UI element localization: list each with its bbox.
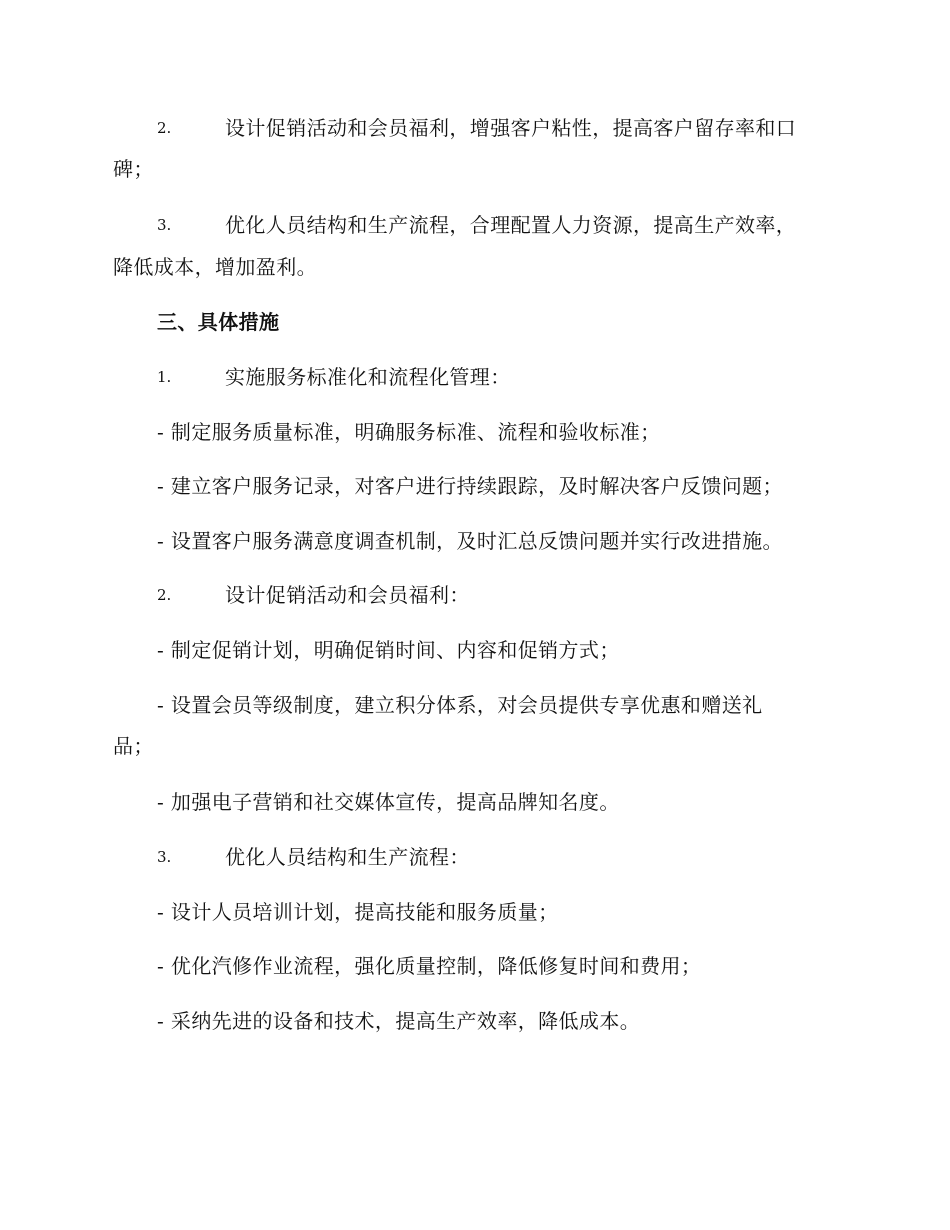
list-item-text: 优化人员结构和生产流程，合理配置人力资源，提高生产效率， [225, 213, 797, 237]
list-number: 3. [157, 848, 172, 866]
list-item-text: 设计促销活动和会员福利，增强客户粘性，提高客户留存率和口 [225, 116, 797, 140]
list-item-text-continued: 降低成本，增加盈利。 [113, 255, 317, 279]
bullet-item: - 采纳先进的设备和技术，提高生产效率，降低成本。 [157, 1009, 641, 1033]
list-number: 2. [157, 119, 172, 137]
bullet-item-continued: 品； [113, 734, 154, 758]
bullet-item: - 优化汽修作业流程，强化质量控制，降低修复时间和费用； [157, 954, 702, 978]
list-number: 1. [157, 368, 172, 386]
bullet-item: - 设置客户服务满意度调查机制，及时汇总反馈问题并实行改进措施。 [157, 529, 783, 553]
measure-title: 优化人员结构和生产流程： [225, 845, 470, 869]
bullet-item: - 设计人员培训计划，提高技能和服务质量； [157, 900, 559, 924]
bullet-item: - 制定促销计划，明确促销时间、内容和促销方式； [157, 638, 620, 662]
list-number: 3. [157, 216, 172, 234]
list-item-text-continued: 碑； [113, 157, 154, 181]
bullet-item: - 加强电子营销和社交媒体宣传，提高品牌知名度。 [157, 790, 620, 814]
section-heading: 三、具体措施 [157, 310, 280, 334]
bullet-item: - 建立客户服务记录，对客户进行持续跟踪，及时解决客户反馈问题； [157, 474, 783, 498]
bullet-item: - 设置会员等级制度，建立积分体系，对会员提供专享优惠和赠送礼 [157, 693, 763, 717]
measure-title: 设计促销活动和会员福利： [225, 583, 470, 607]
measure-title: 实施服务标准化和流程化管理： [225, 365, 511, 389]
bullet-item: - 制定服务质量标准，明确服务标准、流程和验收标准； [157, 420, 661, 444]
list-number: 2. [157, 586, 172, 604]
